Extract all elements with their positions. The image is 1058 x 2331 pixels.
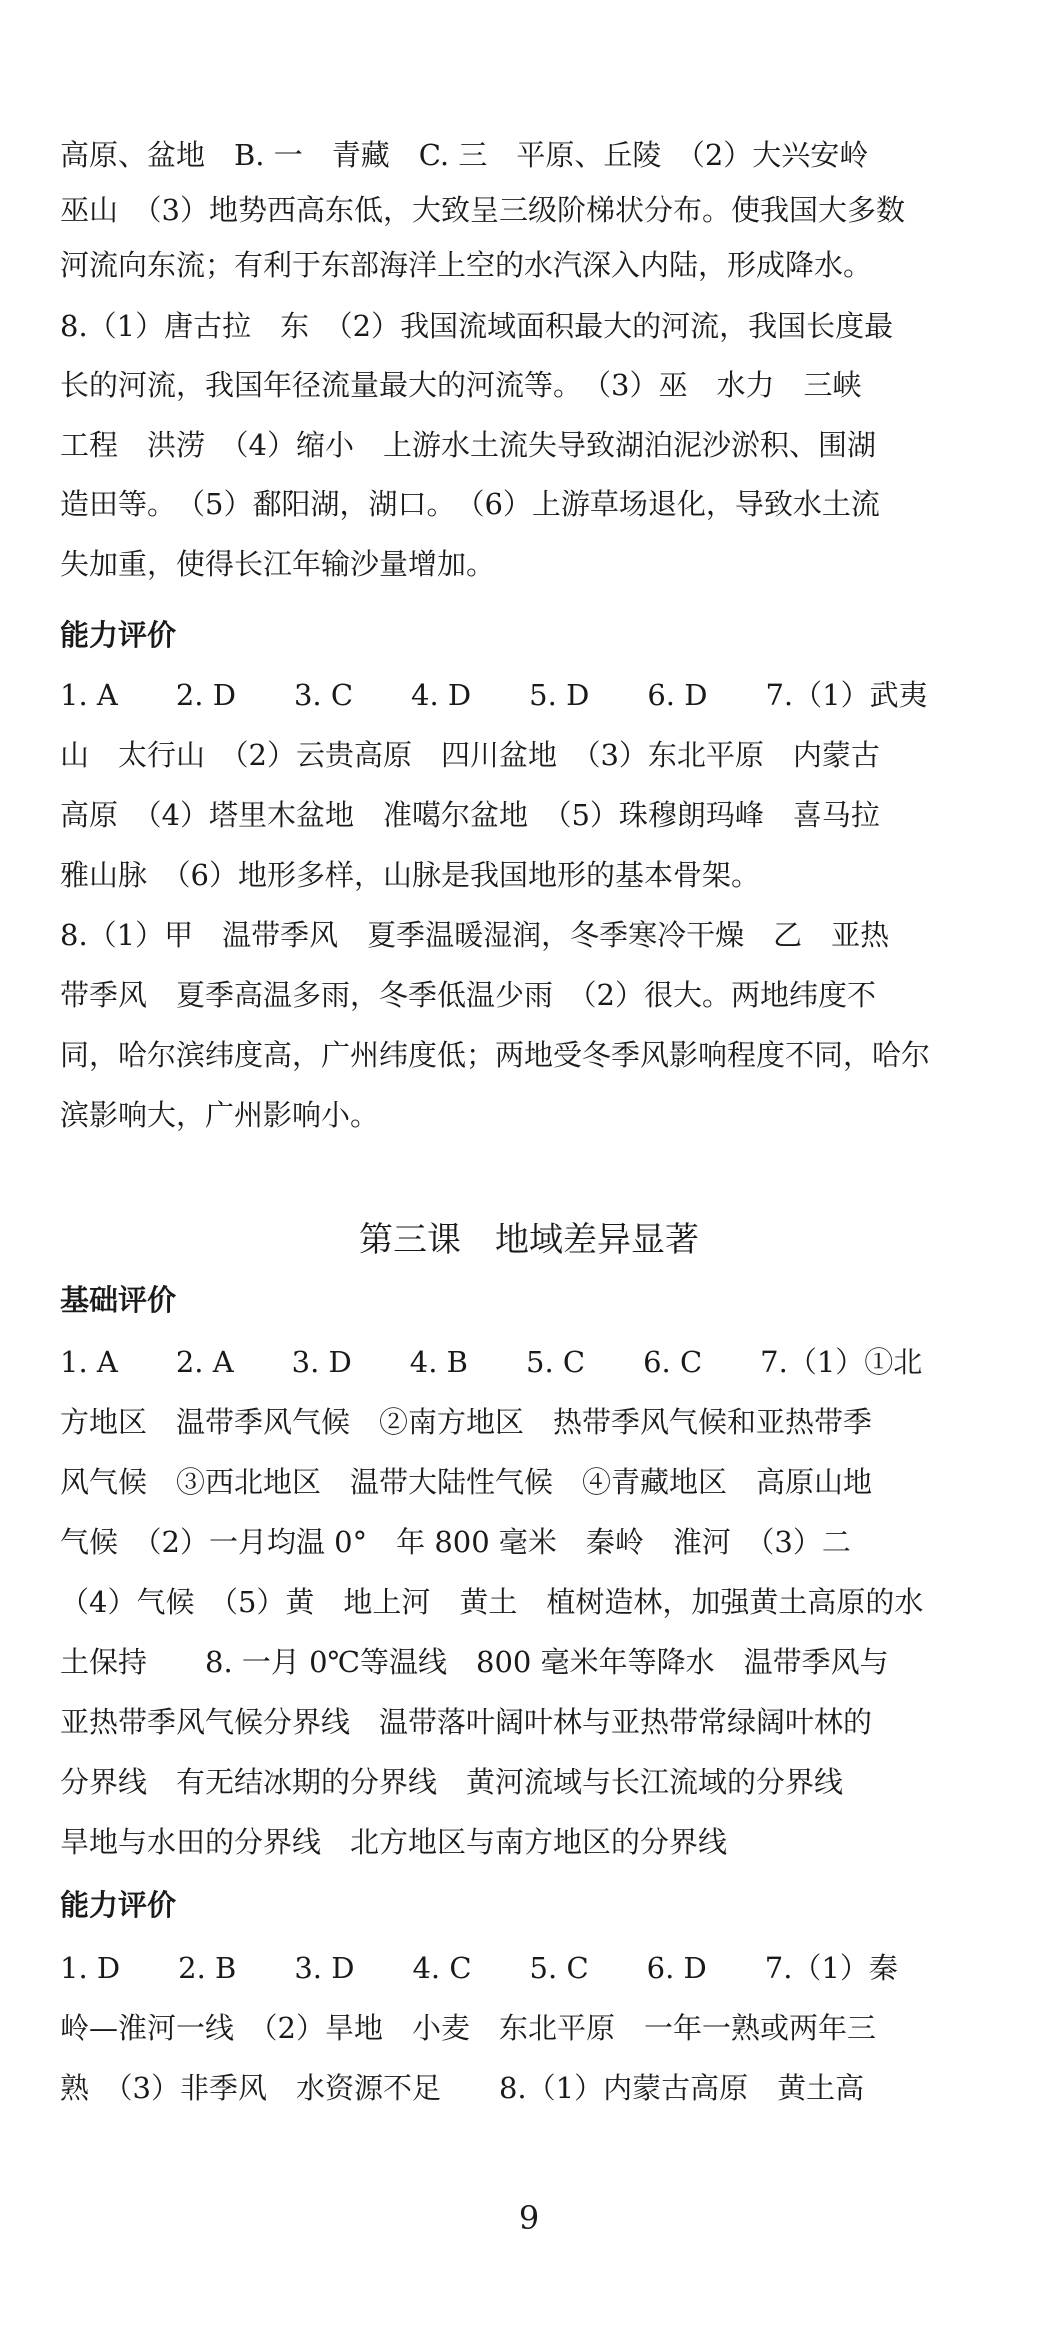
lesson-title: 第三课 地域差异显著 (359, 1220, 699, 1260)
section-heading: 基础评价 (60, 1283, 177, 1317)
text-line: 1. D 2. B 3. D 4. C 5. C 6. D 7.（1）秦 (60, 1951, 898, 1985)
text-line: 分界线 有无结冰期的分界线 黄河流域与长江流域的分界线 (60, 1765, 844, 1799)
text-line: 巫山 （3）地势西高东低，大致呈三级阶梯状分布。使我国大多数 (60, 193, 905, 227)
text-line: 风气候 ③西北地区 温带大陆性气候 ④青藏地区 高原山地 (60, 1465, 873, 1499)
text-line: 雅山脉 （6）地形多样，山脉是我国地形的基本骨架。 (60, 858, 760, 892)
text-line: 高原 （4）塔里木盆地 准噶尔盆地 （5）珠穆朗玛峰 喜马拉 (60, 798, 880, 832)
text-line: 亚热带季风气候分界线 温带落叶阔叶林与亚热带常绿阔叶林的 (60, 1705, 873, 1739)
text-line: 滨影响大，广州影响小。 (60, 1098, 380, 1132)
text-line: 8.（1）唐古拉 东 （2）我国流域面积最大的河流，我国长度最 (60, 309, 894, 343)
text-line: 方地区 温带季风气候 ②南方地区 热带季风气候和亚热带季 (60, 1405, 873, 1439)
text-line: 长的河流，我国年径流量最大的河流等。 （3）巫 水力 三峡 (60, 368, 862, 402)
text-line: 工程 洪涝 （4）缩小 上游水土流失导致湖泊泥沙淤积、围湖 (60, 428, 876, 462)
text-line: 8.（1）甲 温带季风 夏季温暖湿润，冬季寒冷干燥 乙 亚热 (60, 918, 890, 952)
text-line: 旱地与水田的分界线 北方地区与南方地区的分界线 (60, 1825, 728, 1859)
text-line: 同，哈尔滨纬度高，广州纬度低；两地受冬季风影响程度不同，哈尔 (60, 1038, 931, 1072)
section-heading: 能力评价 (60, 618, 177, 652)
text-line: 气候 （2）一月均温 0° 年 800 毫米 秦岭 淮河 （3）二 (60, 1525, 851, 1559)
text-line: 熟 （3）非季风 水资源不足 8.（1）内蒙古高原 黄土高 (60, 2071, 865, 2105)
text-line: 失加重，使得长江年输沙量增加。 (60, 547, 496, 581)
text-line: 岭—淮河一线 （2）旱地 小麦 东北平原 一年一熟或两年三 (60, 2011, 876, 2045)
section-heading: 能力评价 (60, 1888, 177, 1922)
text-line: 河流向东流；有利于东部海洋上空的水汽深入内陆，形成降水。 (60, 248, 873, 282)
text-line: 山 太行山 （2）云贵高原 四川盆地 （3）东北平原 内蒙古 (60, 738, 880, 772)
text-line: 带季风 夏季高温多雨，冬季低温少雨 （2）很大。两地纬度不 (60, 978, 876, 1012)
text-line: 造田等。 （5）鄱阳湖，湖口。 （6）上游草场退化，导致水土流 (60, 487, 880, 521)
page-number: 9 (518, 2199, 540, 2237)
text-line: 1. A 2. A 3. D 4. B 5. C 6. C 7.（1）①北 (60, 1345, 923, 1379)
text-line: 1. A 2. D 3. C 4. D 5. D 6. D 7.（1）武夷 (60, 678, 928, 712)
text-line: 高原、盆地 B. 一 青藏 C. 三 平原、丘陵 （2）大兴安岭 (60, 138, 869, 172)
text-line: （4）气候 （5）黄 地上河 黄土 植树造林，加强黄土高原的水 (60, 1585, 924, 1619)
text-line: 土保持 8. 一月 0℃等温线 800 毫米年等降水 温带季风与 (60, 1645, 889, 1679)
